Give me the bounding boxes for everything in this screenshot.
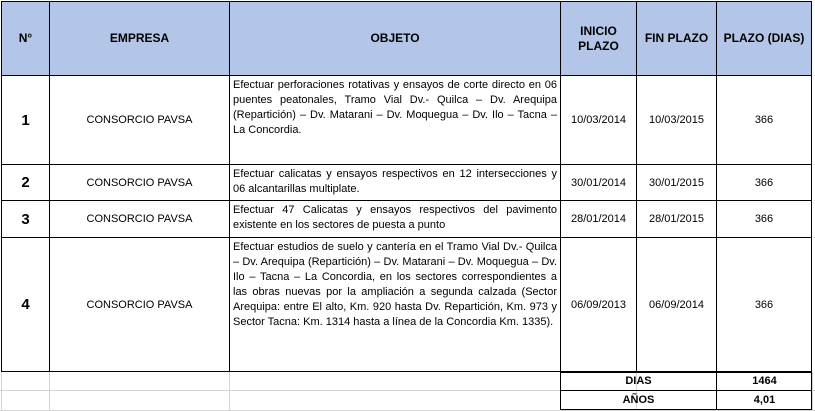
row-plazo-cell[interactable]: 366 [717,76,812,165]
row-objeto-cell[interactable]: Efectuar perforaciones rotativas y ensayos de corte directo en 06 puentes peatonales, Tramo Vial Dv.- Quilca – Dv. Arequipa (Repartición) – Dv. Matarani – Dv. Moquegua – Dv. Ilo – Tacna – La Concordia. [230,76,561,165]
row-num-cell[interactable]: 3 [2,201,50,238]
row-empresa-cell[interactable]: CONSORCIO PAVSA [50,165,230,201]
row-objeto-cell[interactable]: Efectuar 47 Calicatas y ensayos respectivos del pavimento existente en los sectores de puesta a punto [230,201,561,238]
table-header-row [2,2,812,76]
header-objeto[interactable]: OBJETO [230,2,561,76]
row-plazo-cell[interactable]: 366 [717,201,812,238]
row-inicio-cell[interactable]: 10/03/2014 [561,76,637,165]
row-plazo-cell[interactable]: 366 [717,238,812,372]
anos-value[interactable]: 4,01 [753,394,776,406]
header-num[interactable]: N° [2,2,50,76]
dias-label[interactable]: DIAS [625,375,652,387]
anos-label[interactable]: AÑOS [622,394,655,406]
row-plazo-cell[interactable]: 366 [717,165,812,201]
row-fin-cell[interactable]: 06/09/2014 [637,238,717,372]
header-empresa[interactable]: EMPRESA [50,2,230,76]
header-plazo-dias[interactable]: PLAZO (DIAS) [717,2,812,76]
row-num-cell[interactable]: 4 [2,238,50,372]
row-fin-cell[interactable]: 30/01/2015 [637,165,717,201]
table-row [2,201,812,238]
totals-area [0,372,815,411]
gridline [229,372,230,411]
row-empresa-cell[interactable]: CONSORCIO PAVSA [50,76,230,165]
row-objeto-cell[interactable]: Efectuar calicatas y ensayos respectivos en 12 intersecciones y 06 alcantarillas multiplate. [230,165,561,201]
totals-divider [560,390,812,391]
header-inicio-line1: INICIO [580,23,617,38]
contracts-table [1,1,812,372]
header-inicio-line2: PLAZO [578,38,619,53]
row-empresa-cell[interactable]: CONSORCIO PAVSA [50,201,230,238]
row-objeto-cell[interactable]: Efectuar estudios de suelo y cantería en el Tramo Vial Dv.- Quilca – Dv. Arequipa (Repartición) – Dv. Matarani – Dv. Moquegua – Dv. Ilo – Tacna – La Concordia, en los sectores correspondientes a las obras nuevas por la ampliación a segunda calzada (Sector Arequipa: entre El alto, Km. 920 hasta Dv. Repartición, Km. 973 y Sector Tacna: Km. 1314 hasta a línea de la Concordia Km. 1335). [230,238,561,372]
row-inicio-cell[interactable]: 30/01/2014 [561,165,637,201]
header-inicio-plazo[interactable] [561,2,637,76]
table-row [2,165,812,201]
dias-value[interactable]: 1464 [752,375,777,387]
gridline [49,372,50,411]
table-row [2,76,812,165]
table-row [2,238,812,372]
row-inicio-cell[interactable]: 28/01/2014 [561,201,637,238]
row-inicio-cell[interactable]: 06/09/2013 [561,238,637,372]
row-num-cell[interactable]: 1 [2,76,50,165]
gridline [1,372,2,411]
header-fin-plazo[interactable]: FIN PLAZO [637,2,717,76]
row-num-cell[interactable]: 2 [2,165,50,201]
row-fin-cell[interactable]: 10/03/2015 [637,76,717,165]
row-fin-cell[interactable]: 28/01/2015 [637,201,717,238]
gridline [812,372,813,411]
row-empresa-cell[interactable]: CONSORCIO PAVSA [50,238,230,372]
